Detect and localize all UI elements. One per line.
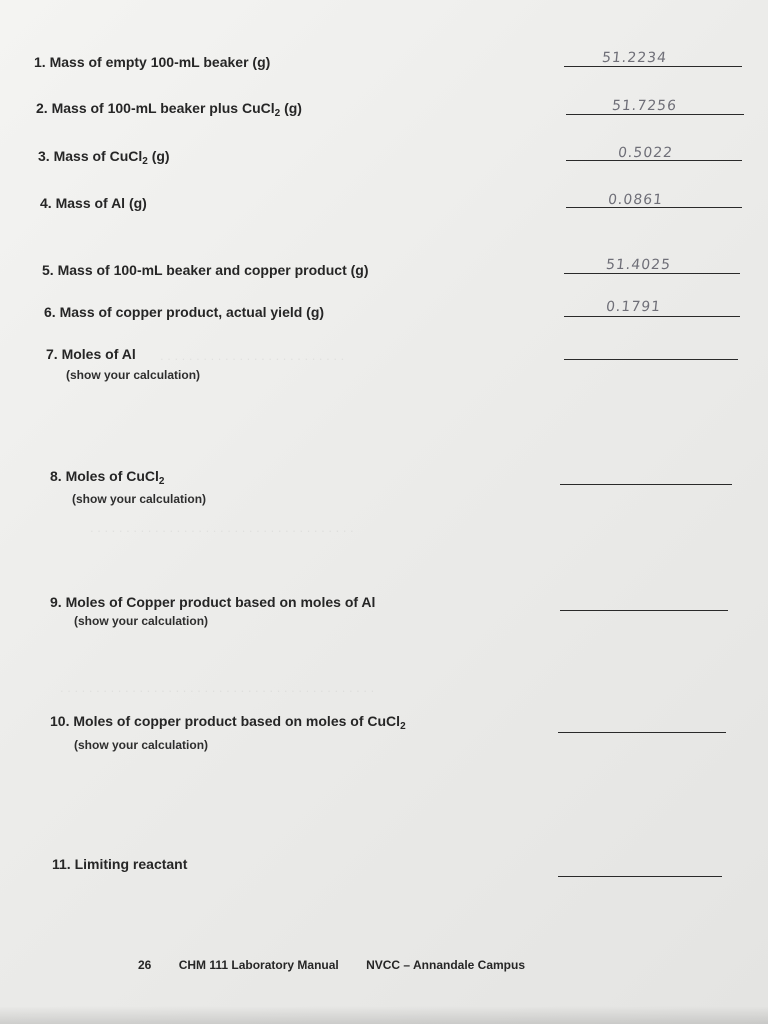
calculation-note: (show your calculation) — [74, 614, 209, 628]
answer-line[interactable] — [560, 484, 732, 485]
answer-line[interactable] — [558, 876, 722, 877]
answer-line[interactable] — [566, 160, 742, 161]
calculation-note: (show your calculation) — [66, 368, 201, 382]
question-text: Moles of Copper product based on moles of Al — [65, 594, 376, 610]
question-text: Moles of copper product based on moles of CuCl — [73, 713, 401, 729]
question-text: Mass of Al (g) — [55, 195, 147, 211]
question-number: 4. — [40, 195, 52, 211]
answer-value: 0.0861 — [607, 192, 664, 208]
answer-line[interactable] — [560, 610, 728, 611]
answer-line[interactable] — [564, 316, 740, 317]
manual-title: CHM 111 Laboratory Manual — [178, 958, 339, 972]
answer-line[interactable] — [566, 114, 744, 115]
question-text: Moles of CuCl — [65, 468, 159, 484]
question-number: 2. — [36, 100, 48, 116]
question-number: 9. — [50, 594, 62, 610]
answer-line[interactable] — [558, 732, 726, 733]
calculation-note: (show your calculation) — [74, 738, 209, 752]
chemical-subscript: 2 — [142, 156, 148, 167]
bleed-through-text: . . . . . . . . . . . . . . . . . . . . . . . . . . . . . . . . . . . . . . . . . . . . — [60, 680, 375, 695]
question-number: 6. — [44, 304, 56, 320]
answer-line[interactable] — [564, 359, 738, 360]
question-text: Mass of 100-mL beaker plus CuCl — [51, 100, 275, 116]
calculation-note: (show your calculation) — [72, 492, 207, 506]
question-number: 11. — [52, 856, 71, 872]
answer-line[interactable] — [566, 207, 742, 208]
bleed-through-text: . . . . . . . . . . . . . . . . . . . . . . . . . . — [160, 348, 345, 363]
question-number: 8. — [50, 468, 62, 484]
question-text: Limiting reactant — [74, 856, 188, 872]
answer-value: 51.4025 — [605, 257, 672, 273]
question-number: 1. — [34, 54, 46, 70]
question-number: 7. — [46, 346, 58, 362]
bleed-through-text: . . . . . . . . . . . . . . . . . . . . . . . . . . . . . . . . . . . . . — [90, 520, 354, 535]
question-unit: (g) — [147, 148, 170, 164]
question-number: 3. — [38, 148, 50, 164]
answer-value: 0.1791 — [605, 299, 662, 315]
chemical-subscript: 2 — [400, 721, 406, 732]
question-number: 10. — [50, 713, 70, 729]
question-unit: (g) — [280, 100, 302, 116]
question-text: Mass of CuCl — [53, 148, 143, 164]
chemical-subscript: 2 — [274, 108, 281, 119]
question-text: Mass of copper product, actual yield (g) — [59, 304, 325, 320]
page-footer — [138, 958, 549, 972]
page-number: 26 — [138, 958, 152, 972]
question-text: Moles of Al — [61, 346, 136, 362]
campus-name: NVCC – Annandale Campus — [366, 958, 526, 972]
question-number: 5. — [42, 262, 54, 278]
chemical-subscript: 2 — [158, 476, 165, 487]
question-text: Mass of 100-mL beaker and copper product (g) — [57, 262, 369, 278]
answer-value: 0.5022 — [617, 145, 674, 161]
answer-value: 51.2234 — [601, 50, 668, 66]
answer-line[interactable] — [564, 273, 740, 274]
answer-line[interactable] — [564, 66, 742, 67]
answer-value: 51.7256 — [611, 98, 678, 114]
question-text: Mass of empty 100-mL beaker (g) — [49, 54, 271, 70]
